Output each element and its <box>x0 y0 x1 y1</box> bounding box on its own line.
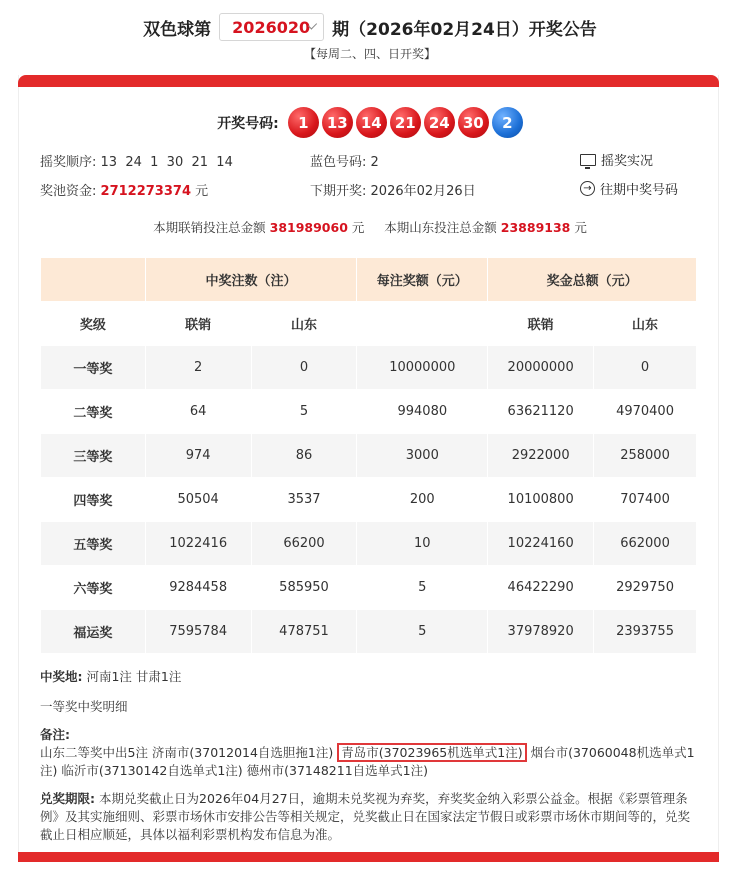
header-total-prize: 奖金总额（元） <box>488 258 697 302</box>
table-row <box>41 610 697 654</box>
remarks-text-2: 烟台市(37060048机选单式1注) 临沂市(37130142自选单式1注) 德州市(37148211自选单式1注) <box>40 745 695 778</box>
cell-sd: 0 <box>251 346 357 390</box>
claim-deadline-label: 兑奖期限: <box>40 791 95 806</box>
cell-total-sd: 2929750 <box>594 566 697 610</box>
cell-total-joint: 46422290 <box>488 566 594 610</box>
winner-regions-value: 河南1注 甘肃1注 <box>86 669 182 684</box>
red-ball: 30 <box>458 107 489 138</box>
blue-number <box>310 151 379 170</box>
cell-total-sd: 2393755 <box>594 610 697 654</box>
blue-number-value: 2 <box>370 155 379 170</box>
blue-number-label: 蓝色号码: <box>310 155 367 170</box>
table-row <box>41 478 697 522</box>
page-title <box>0 13 740 41</box>
title-suffix: 期（2026年02月24日）开奖公告 <box>332 19 597 40</box>
prize-pool-unit: 元 <box>195 184 209 199</box>
cell-total-sd: 4970400 <box>594 390 697 434</box>
cell-per: 200 <box>357 478 488 522</box>
red-ball: 1 <box>288 107 319 138</box>
claim-deadline-text: 本期兑奖截止日为2026年04月27日，逾期未兑奖视为弃奖，弃奖奖金纳入彩票公益金。根据《彩票管理条例》及其实施细则、彩票市场休市安排公告等相关规定，兑奖截止日在国家法定节假日或彩票市场休市期间等的，兑奖截止日相应顺延，具体以福利彩票机构发布信息为准。 <box>40 791 691 842</box>
prize-table <box>40 257 697 654</box>
header-sd-total: 山东 <box>594 302 697 346</box>
prize-pool-value: 2712273374 <box>100 184 191 199</box>
cell-total-joint: 10100800 <box>488 478 594 522</box>
cell-joint: 2 <box>145 346 251 390</box>
joint-sales-label: 本期联销投注总金额 <box>153 220 266 235</box>
joint-sales-value: 381989060 <box>269 220 348 235</box>
cell-sd: 478751 <box>251 610 357 654</box>
cell-level: 一等奖 <box>41 346 146 390</box>
winner-regions-label: 中奖地: <box>40 669 83 684</box>
cell-joint: 50504 <box>145 478 251 522</box>
header-level: 奖级 <box>41 302 146 346</box>
header-sd: 山东 <box>251 302 357 346</box>
next-draw-value: 2026年02月26日 <box>370 184 476 199</box>
sales-totals <box>0 218 740 236</box>
cell-per: 994080 <box>357 390 488 434</box>
table-row <box>41 566 697 610</box>
blue-ball: 2 <box>492 107 523 138</box>
winner-regions <box>40 668 700 686</box>
cell-level: 六等奖 <box>41 566 146 610</box>
draw-order-value: 13 24 1 30 21 14 <box>100 155 233 170</box>
cell-sd: 3537 <box>251 478 357 522</box>
next-draw-label: 下期开奖: <box>310 184 367 199</box>
cell-per: 5 <box>357 610 488 654</box>
card-bottom-bar <box>18 852 719 862</box>
cell-sd: 66200 <box>251 522 357 566</box>
cell-total-sd: 707400 <box>594 478 697 522</box>
draw-order <box>40 151 233 170</box>
header-win-count: 中奖注数（注） <box>145 258 357 302</box>
table-header-row <box>41 258 697 302</box>
cell-level: 福运奖 <box>41 610 146 654</box>
cell-sd: 86 <box>251 434 357 478</box>
red-ball: 14 <box>356 107 387 138</box>
cell-total-joint: 2922000 <box>488 434 594 478</box>
cell-sd: 585950 <box>251 566 357 610</box>
red-ball: 21 <box>390 107 421 138</box>
header-joint: 联销 <box>145 302 251 346</box>
cell-total-joint: 37978920 <box>488 610 594 654</box>
cell-total-joint: 20000000 <box>488 346 594 390</box>
live-draw-label: 摇奖实况 <box>601 154 654 169</box>
joint-sales-unit: 元 <box>351 220 365 235</box>
cell-total-sd: 662000 <box>594 522 697 566</box>
remarks-text-1: 山东二等奖中出5注 济南市(37012014自选胆拖1注) <box>40 745 334 760</box>
winning-numbers-label: 开奖号码: <box>217 115 279 132</box>
cell-joint: 974 <box>145 434 251 478</box>
title-prefix: 双色球第 <box>143 19 212 40</box>
claim-deadline <box>40 790 700 844</box>
sd-sales-value: 23889138 <box>500 220 571 235</box>
remarks-label: 备注: <box>40 727 70 742</box>
cell-per: 5 <box>357 566 488 610</box>
prize-pool <box>40 180 208 199</box>
prize-pool-label: 奖池资金: <box>40 184 97 199</box>
remarks <box>40 726 700 780</box>
cell-per: 3000 <box>357 434 488 478</box>
header-per-prize: 每注奖额（元） <box>357 258 488 302</box>
header-blank <box>41 258 146 302</box>
history-link[interactable] <box>580 179 678 198</box>
table-row <box>41 522 697 566</box>
live-draw-link[interactable] <box>580 150 653 169</box>
cell-sd: 5 <box>251 390 357 434</box>
cell-level: 四等奖 <box>41 478 146 522</box>
red-ball: 13 <box>322 107 353 138</box>
history-link-label: 往期中奖号码 <box>600 183 679 198</box>
issue-select[interactable] <box>219 13 324 41</box>
cell-joint: 1022416 <box>145 522 251 566</box>
table-row <box>41 346 697 390</box>
cell-level: 五等奖 <box>41 522 146 566</box>
table-row <box>41 390 697 434</box>
header-joint-total: 联销 <box>488 302 594 346</box>
cell-level: 二等奖 <box>41 390 146 434</box>
cell-total-sd: 0 <box>594 346 697 390</box>
cell-per: 10 <box>357 522 488 566</box>
header-blank-2 <box>357 302 488 346</box>
card-top-bar <box>18 75 719 87</box>
cell-joint: 7595784 <box>145 610 251 654</box>
cell-joint: 9284458 <box>145 566 251 610</box>
table-subheader-row <box>41 302 697 346</box>
issue-value: 2026020 <box>232 17 311 37</box>
monitor-icon <box>580 154 596 166</box>
cell-total-joint: 10224160 <box>488 522 594 566</box>
cell-total-joint: 63621120 <box>488 390 594 434</box>
table-row <box>41 434 697 478</box>
cell-per: 10000000 <box>357 346 488 390</box>
arrow-right-icon: → <box>580 181 595 196</box>
next-draw <box>310 180 476 199</box>
winning-numbers <box>0 107 740 138</box>
draw-order-label: 摇奖顺序: <box>40 155 97 170</box>
red-ball: 24 <box>424 107 455 138</box>
cell-joint: 64 <box>145 390 251 434</box>
sd-sales-unit: 元 <box>574 220 587 235</box>
first-prize-detail: 一等奖中奖明细 <box>40 699 128 714</box>
cell-level: 三等奖 <box>41 434 146 478</box>
draw-schedule: 【每周二、四、日开奖】 <box>303 47 436 61</box>
sd-sales-label: 本期山东投注总金额 <box>384 220 497 235</box>
cell-total-sd: 258000 <box>594 434 697 478</box>
highlighted-remark: 青岛市(37023965机选单式1注) <box>337 743 526 762</box>
